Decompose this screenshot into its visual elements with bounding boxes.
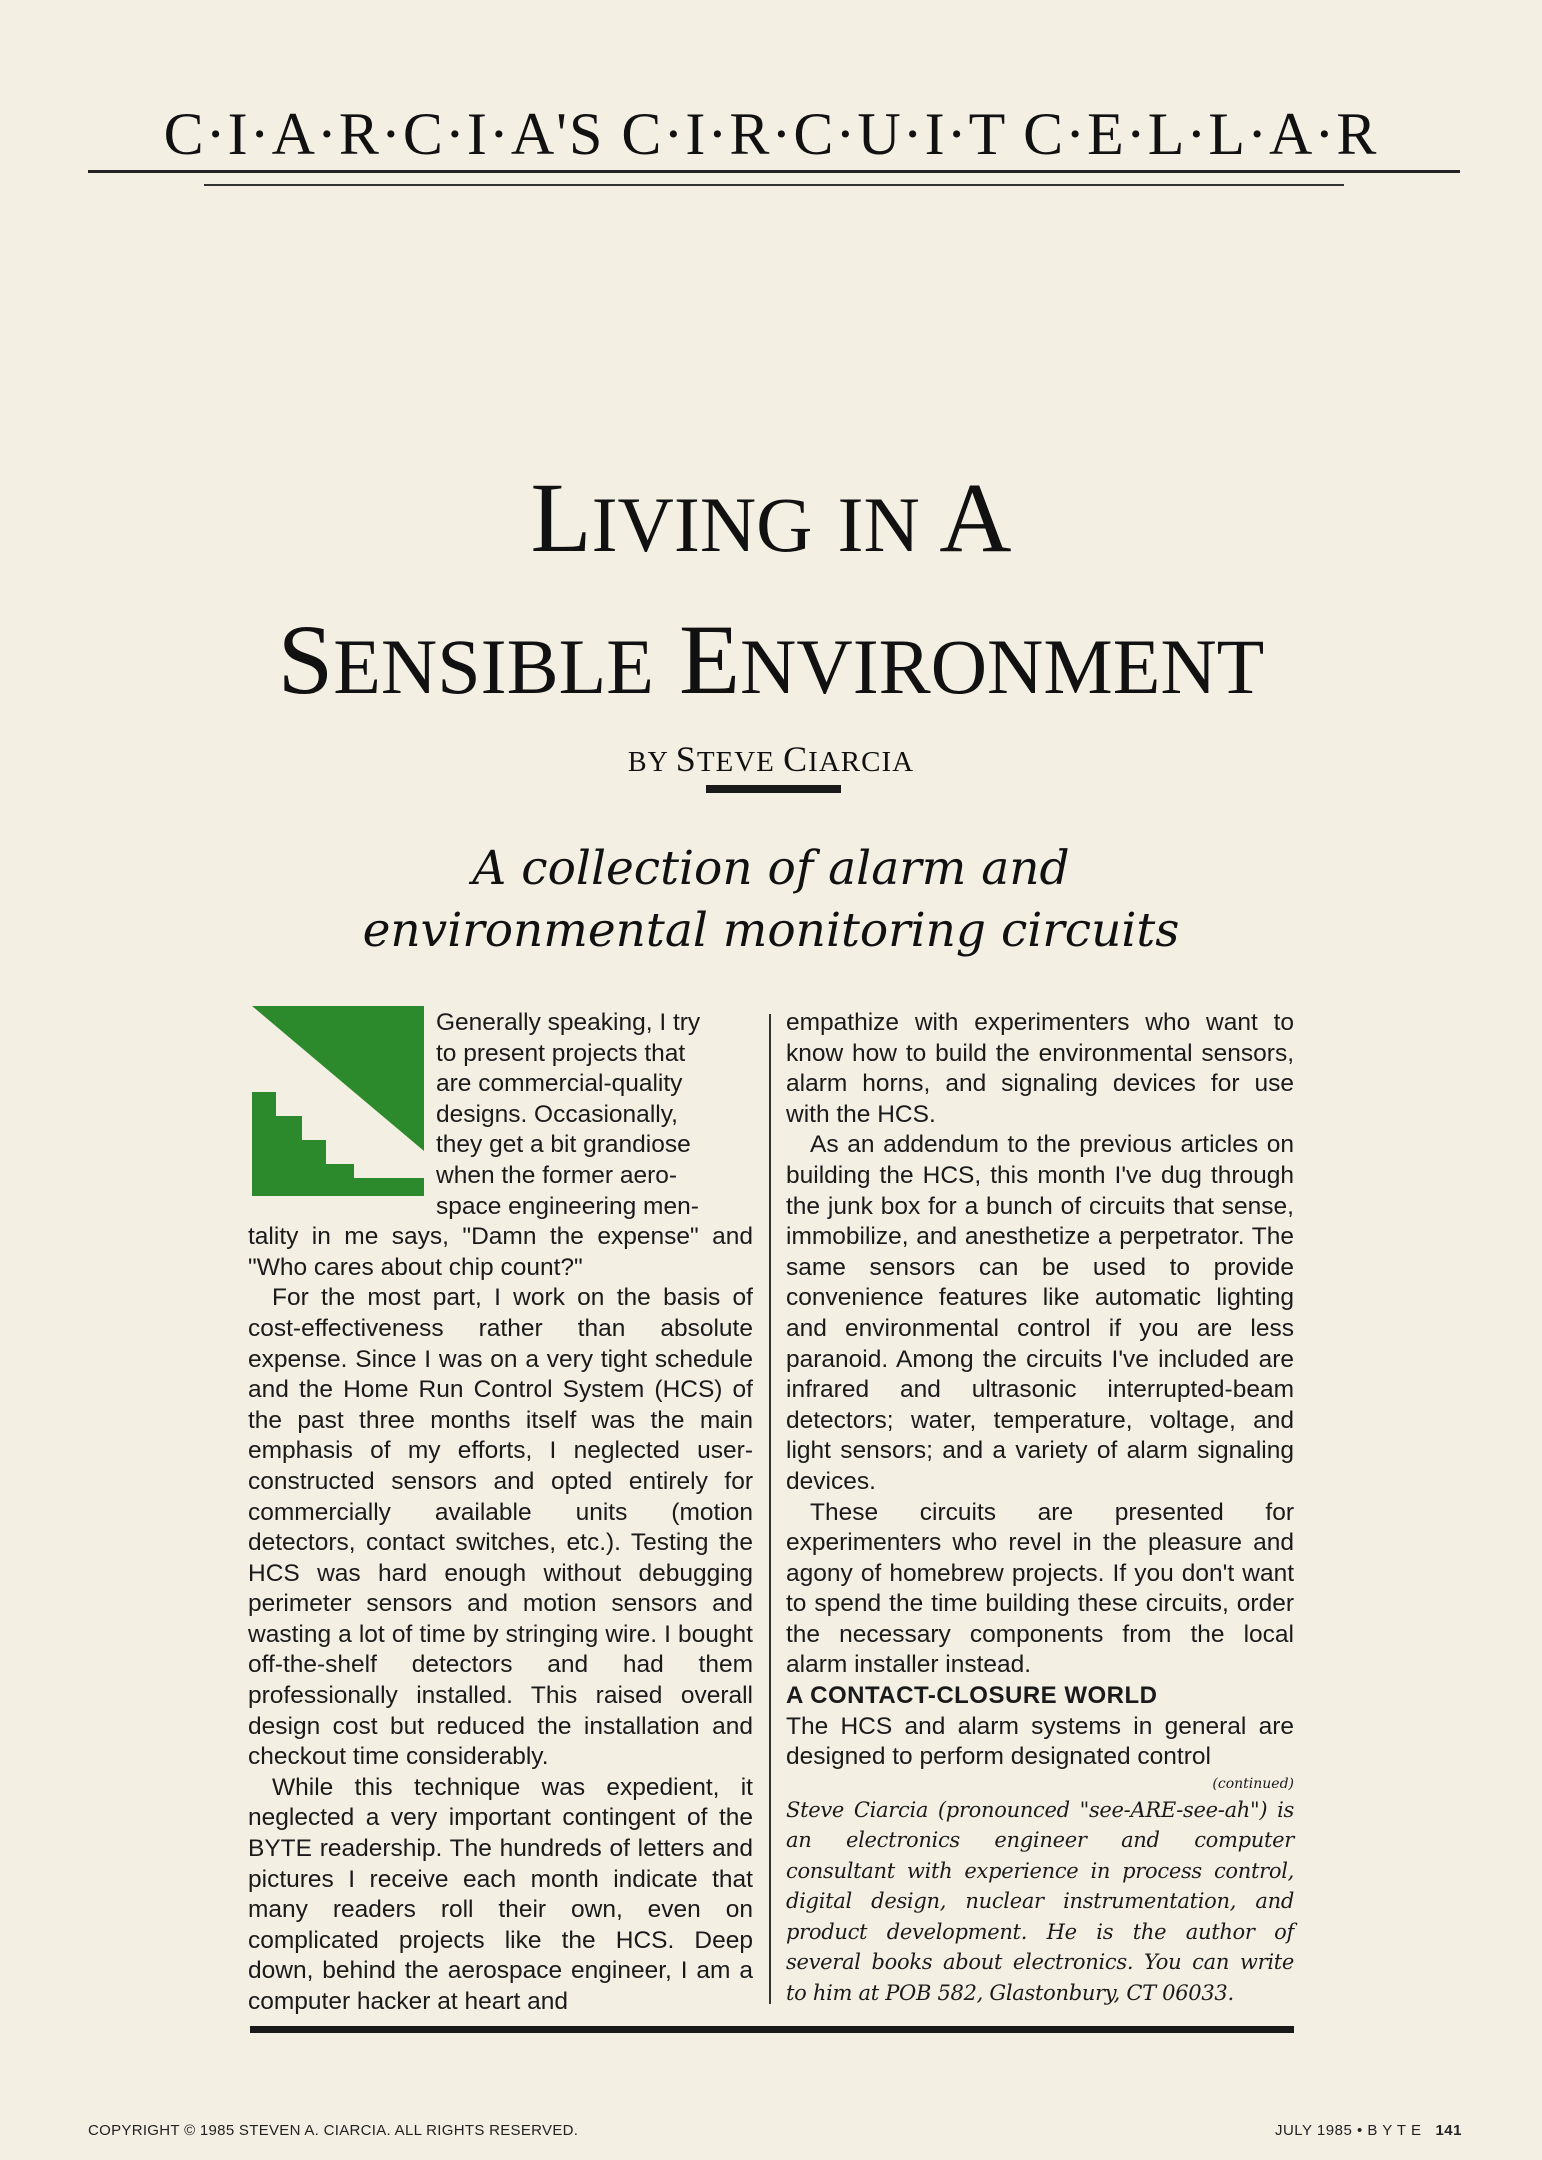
- intro-line: Generally speaking, I try: [436, 1009, 701, 1036]
- page-number: 141: [1435, 2122, 1462, 2139]
- paragraph: The HCS and alarm systems in general are designed to perform designated control: [786, 1712, 1294, 1771]
- intro-lines: [436, 1008, 753, 1222]
- byline-rule: [706, 785, 841, 793]
- deck-line-2: environmental monitoring circuits: [362, 903, 1180, 958]
- paragraph: For the most part, I work on the basis of cost-effectiveness rather than absolute expense. Since I was on a very tight schedule and the Home Run Control System (HCS) of the past three months itself was the main emphasis of my efforts, I neglected user-constructed sensors and opted entirely for commercially available units (motion detectors, contact switches, etc.). Testing the HCS was hard enough without debugging perimeter sensors and motion sensors and wasting a lot of time by stringing wire. I bought off-the-shelf detectors and had them professionally installed. This raised overall design cost but reduced the installation and checkout time considerably.: [248, 1284, 753, 1771]
- header-rule-thick: [88, 170, 1460, 173]
- intro-line: space engineering men-: [436, 1192, 699, 1220]
- footer-rule: [250, 2026, 1294, 2033]
- folio: [1275, 2122, 1462, 2139]
- paragraph: As an addendum to the previous articles on building the HCS, this month I've dug through the junk box for a bunch of circuits that sense, immobilize, and anesthetize a perpetrator. The same sensors can be used to provide convenience features like automatic lighting and environmental control if you are less paranoid. Among the circuits I've included are infrared and ultrasonic interrupted-beam detectors; water, temperature, voltage, and light sensors; and a variety of alarm signaling devices.: [786, 1131, 1294, 1495]
- author-bio: Steve Ciarcia (pronounced "see-ARE-see-ah") is an electronics engineer and computer consultant with experience in process control, digital design, nuclear instrumentation, and product development. He is the author of several books about electronics. You can write to him at POB 582, Glastonbury, CT 06033.: [786, 1797, 1294, 2005]
- section-header: C·I·A·R·C·I·A'S C·I·R·C·U·I·T C·E·L·L·A·R: [163, 101, 1379, 167]
- paragraph: empathize with experimenters who want to know how to build the environmental sensors, alarm horns, and signaling devices for use with the HCS.: [786, 1009, 1294, 1128]
- column-1: [248, 1008, 753, 2018]
- section-subhead: A CONTACT-CLOSURE WORLD: [786, 1682, 1158, 1710]
- intro-line: they get a bit grandiose: [436, 1131, 691, 1159]
- deck: [0, 838, 1542, 962]
- intro-tail: tality in me says, "Damn the expense" and "Who cares about chip count?": [248, 1223, 753, 1281]
- intro-line: to present projects that: [436, 1039, 686, 1067]
- column-2: [786, 1008, 1294, 2008]
- copyright: COPYRIGHT © 1985 STEVEN A. CIARCIA. ALL RIGHTS RESERVED.: [88, 2122, 579, 2139]
- paragraph: These circuits are presented for experimenters who revel in the pleasure and agony of homebrew projects. If you don't want to spend the time building these circuits, order the necessary components from the local alarm installer instead.: [786, 1498, 1294, 1679]
- byline: BY STEVE CIARCIA: [627, 739, 915, 779]
- issue-label: JULY 1985 • B Y T E: [1274, 2122, 1422, 2139]
- title-line-2: SENSIBLE ENVIRONMENT: [277, 604, 1265, 715]
- intro-line: are commercial-quality: [436, 1070, 683, 1098]
- intro-line: designs. Occasionally,: [436, 1100, 678, 1128]
- header-rule-thin: [204, 184, 1344, 186]
- intro-line: when the former aero-: [436, 1161, 678, 1189]
- column-divider: [769, 1014, 771, 2004]
- deck-line-1: A collection of alarm and: [472, 841, 1070, 896]
- title-line-1: LIVING IN A: [530, 462, 1012, 573]
- paragraph: While this technique was expedient, it neglected a very important contingent of the BYTE readership. The hundreds of letters and pictures I receive each month indicate that many readers roll their own, even on complicated projects like the HCS. Deep down, behind the aerospace engineer, I am a computer hacker at heart and: [248, 1773, 753, 2015]
- continued-marker: (continued): [1212, 1775, 1294, 1792]
